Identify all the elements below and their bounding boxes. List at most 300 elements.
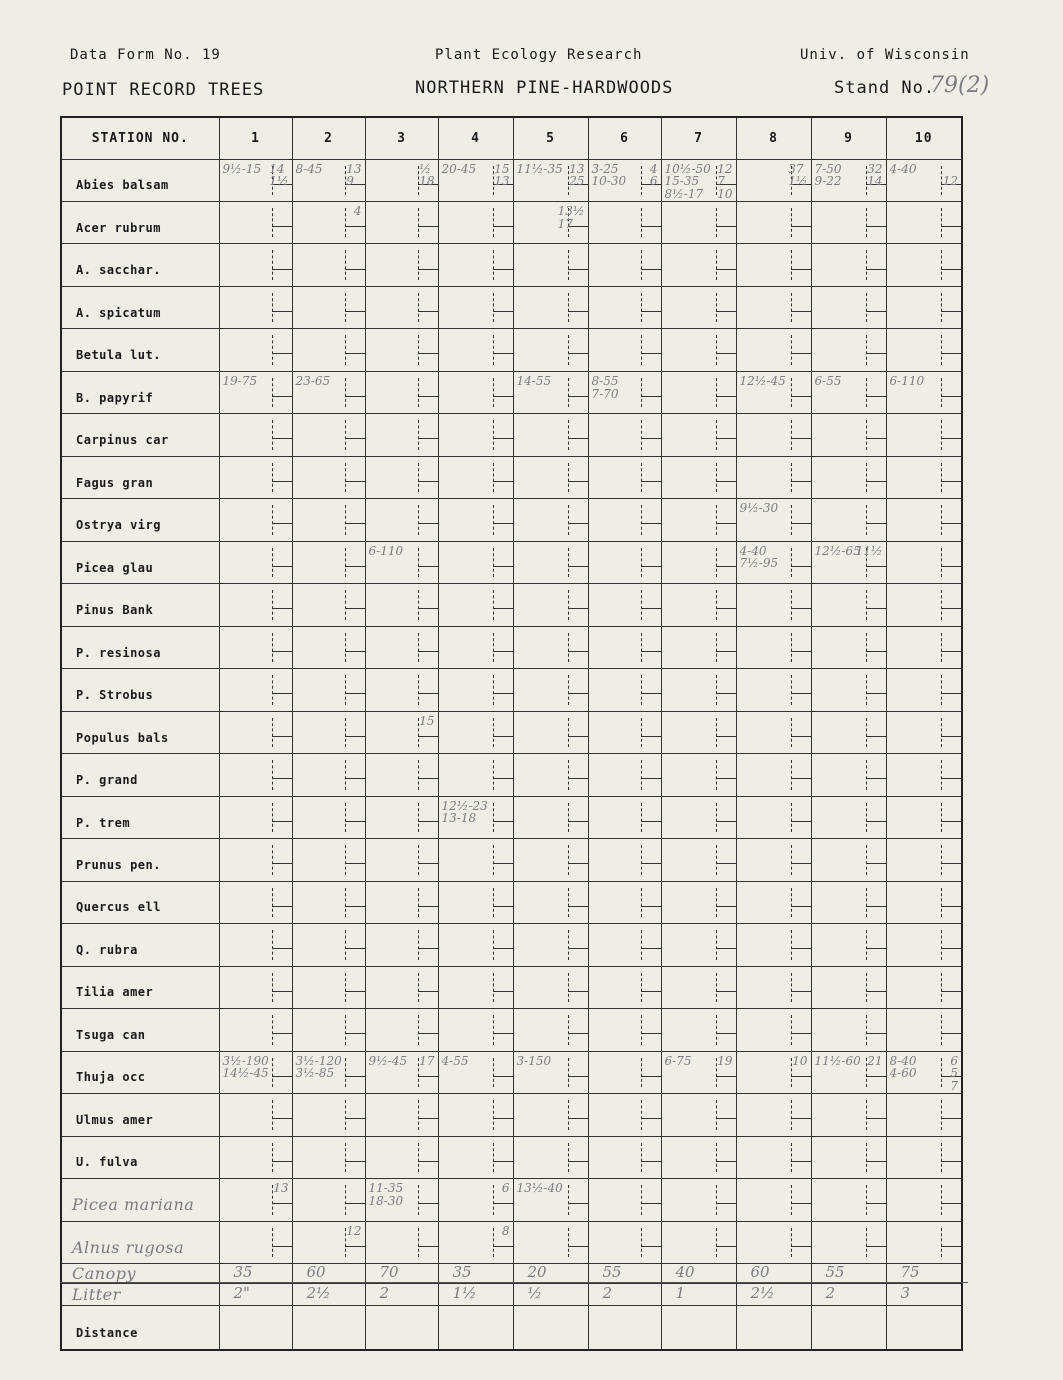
station-cell[interactable] — [219, 456, 292, 498]
station-cell[interactable] — [661, 329, 736, 371]
station-cell[interactable] — [588, 541, 661, 583]
station-cell[interactable] — [219, 1136, 292, 1178]
station-cell[interactable] — [513, 924, 588, 966]
station-cell[interactable] — [886, 881, 962, 923]
station-cell[interactable] — [811, 1179, 886, 1221]
station-cell[interactable] — [219, 839, 292, 881]
station-cell[interactable] — [588, 1264, 661, 1284]
station-cell[interactable] — [365, 1264, 438, 1284]
station-cell[interactable] — [588, 754, 661, 796]
station-cell[interactable] — [661, 1264, 736, 1284]
station-cell[interactable] — [736, 1179, 811, 1221]
station-cell[interactable] — [513, 499, 588, 541]
station-cell[interactable] — [811, 541, 886, 583]
station-cell[interactable] — [811, 159, 886, 201]
station-cell[interactable] — [661, 1284, 736, 1306]
station-cell[interactable] — [513, 669, 588, 711]
station-cell[interactable] — [736, 1264, 811, 1284]
station-cell[interactable] — [736, 1306, 811, 1350]
station-cell[interactable] — [661, 1094, 736, 1136]
station-cell[interactable] — [365, 286, 438, 328]
station-cell[interactable] — [811, 1221, 886, 1263]
station-cell[interactable] — [886, 414, 962, 456]
station-cell[interactable] — [661, 711, 736, 753]
station-cell[interactable] — [661, 1009, 736, 1051]
station-cell[interactable] — [438, 669, 513, 711]
station-cell[interactable] — [588, 244, 661, 286]
station-cell[interactable] — [811, 881, 886, 923]
station-cell[interactable] — [365, 1221, 438, 1263]
station-cell[interactable] — [292, 1264, 365, 1284]
station-cell[interactable] — [438, 1264, 513, 1284]
station-cell[interactable] — [513, 839, 588, 881]
station-cell[interactable] — [811, 626, 886, 668]
station-cell[interactable] — [365, 1179, 438, 1221]
station-cell[interactable] — [513, 456, 588, 498]
station-cell[interactable] — [292, 924, 365, 966]
station-cell[interactable] — [438, 414, 513, 456]
station-cell[interactable] — [292, 329, 365, 371]
station-cell[interactable] — [661, 1179, 736, 1221]
station-cell[interactable] — [513, 286, 588, 328]
station-cell[interactable] — [219, 286, 292, 328]
station-cell[interactable] — [886, 1179, 962, 1221]
station-cell[interactable] — [365, 329, 438, 371]
station-cell[interactable] — [886, 1306, 962, 1350]
station-cell[interactable] — [292, 754, 365, 796]
station-cell[interactable] — [513, 1009, 588, 1051]
station-cell[interactable] — [292, 541, 365, 583]
station-cell[interactable] — [365, 924, 438, 966]
tick-mark — [345, 863, 365, 864]
station-cell[interactable] — [292, 881, 365, 923]
station-cell[interactable] — [661, 966, 736, 1008]
station-cell[interactable] — [219, 414, 292, 456]
station-cell[interactable] — [588, 329, 661, 371]
station-cell[interactable] — [292, 456, 365, 498]
station-cell[interactable] — [811, 499, 886, 541]
station-cell[interactable] — [513, 584, 588, 626]
station-cell[interactable] — [736, 1094, 811, 1136]
station-cell[interactable] — [513, 1094, 588, 1136]
station-cell[interactable] — [292, 1306, 365, 1350]
station-cell[interactable] — [811, 456, 886, 498]
station-cell[interactable] — [661, 796, 736, 838]
station-cell[interactable] — [736, 626, 811, 668]
station-cell[interactable] — [365, 414, 438, 456]
station-cell[interactable] — [219, 499, 292, 541]
station-cell[interactable] — [811, 796, 886, 838]
station-cell[interactable] — [438, 244, 513, 286]
station-cell[interactable] — [292, 201, 365, 243]
station-cell[interactable] — [811, 1306, 886, 1350]
station-cell[interactable] — [438, 541, 513, 583]
station-cell[interactable] — [588, 1094, 661, 1136]
station-cell[interactable] — [661, 371, 736, 413]
station-cell[interactable] — [736, 711, 811, 753]
species-label: B. papyrif — [61, 371, 219, 413]
station-cell[interactable] — [365, 881, 438, 923]
station-cell[interactable] — [736, 499, 811, 541]
station-cell[interactable] — [588, 456, 661, 498]
station-cell[interactable] — [438, 499, 513, 541]
station-cell[interactable] — [513, 881, 588, 923]
station-cell[interactable] — [736, 456, 811, 498]
station-cell[interactable] — [292, 669, 365, 711]
station-cell[interactable] — [365, 159, 438, 201]
station-cell[interactable] — [365, 201, 438, 243]
station-cell[interactable] — [365, 796, 438, 838]
station-cell[interactable] — [513, 796, 588, 838]
station-cell[interactable] — [438, 754, 513, 796]
station-cell[interactable] — [886, 796, 962, 838]
station-cell[interactable] — [886, 329, 962, 371]
station-cell[interactable] — [438, 1221, 513, 1263]
station-cell[interactable] — [438, 286, 513, 328]
station-cell[interactable] — [219, 329, 292, 371]
station-cell[interactable] — [438, 201, 513, 243]
station-cell[interactable] — [661, 159, 736, 201]
station-cell[interactable] — [365, 584, 438, 626]
station-cell[interactable] — [219, 626, 292, 668]
station-cell[interactable] — [811, 244, 886, 286]
tick-mark — [418, 566, 438, 567]
station-cell[interactable] — [661, 201, 736, 243]
station-cell[interactable] — [736, 881, 811, 923]
station-cell[interactable] — [736, 796, 811, 838]
station-cell[interactable] — [736, 159, 811, 201]
station-cell[interactable] — [438, 329, 513, 371]
station-cell[interactable] — [219, 159, 292, 201]
station-cell[interactable] — [292, 286, 365, 328]
station-cell[interactable] — [886, 584, 962, 626]
station-cell[interactable] — [513, 414, 588, 456]
station-cell[interactable] — [365, 839, 438, 881]
station-cell[interactable] — [219, 966, 292, 1008]
station-cell[interactable] — [588, 1306, 661, 1350]
station-cell[interactable] — [219, 541, 292, 583]
station-cell[interactable] — [292, 1284, 365, 1306]
station-cell[interactable] — [588, 966, 661, 1008]
station-cell[interactable] — [292, 499, 365, 541]
station-cell[interactable] — [886, 1094, 962, 1136]
station-cell[interactable] — [811, 669, 886, 711]
station-cell[interactable] — [736, 329, 811, 371]
station-cell[interactable] — [292, 414, 365, 456]
station-cell[interactable] — [219, 881, 292, 923]
dashed-divider — [345, 633, 346, 662]
station-cell[interactable] — [513, 1051, 588, 1093]
station-cell[interactable] — [588, 286, 661, 328]
station-cell[interactable] — [811, 1009, 886, 1051]
station-cell[interactable] — [365, 541, 438, 583]
station-cell[interactable] — [661, 1221, 736, 1263]
station-cell[interactable] — [661, 881, 736, 923]
station-cell[interactable] — [661, 1306, 736, 1350]
station-cell[interactable] — [365, 1009, 438, 1051]
station-cell[interactable] — [736, 754, 811, 796]
station-cell[interactable] — [219, 201, 292, 243]
station-cell[interactable] — [811, 1264, 886, 1284]
station-cell[interactable] — [661, 541, 736, 583]
station-cell[interactable] — [736, 1284, 811, 1306]
station-cell[interactable] — [219, 1284, 292, 1306]
station-cell[interactable] — [292, 159, 365, 201]
station-cell[interactable] — [292, 1136, 365, 1178]
station-cell[interactable] — [588, 1051, 661, 1093]
tick-mark — [568, 736, 588, 737]
station-cell[interactable] — [292, 584, 365, 626]
station-cell[interactable] — [811, 371, 886, 413]
station-cell[interactable] — [513, 1136, 588, 1178]
station-cell[interactable] — [886, 244, 962, 286]
station-cell[interactable] — [438, 1284, 513, 1306]
station-cell[interactable] — [292, 244, 365, 286]
station-cell[interactable] — [661, 1136, 736, 1178]
station-cell[interactable] — [886, 456, 962, 498]
station-cell[interactable] — [438, 1094, 513, 1136]
station-cell[interactable] — [438, 1009, 513, 1051]
station-cell[interactable] — [219, 371, 292, 413]
station-cell[interactable] — [886, 541, 962, 583]
station-cell[interactable] — [438, 839, 513, 881]
station-cell[interactable] — [219, 1094, 292, 1136]
station-cell[interactable] — [736, 584, 811, 626]
station-cell[interactable] — [588, 1179, 661, 1221]
station-cell[interactable] — [736, 1051, 811, 1093]
station-cell[interactable] — [811, 329, 886, 371]
station-cell[interactable] — [588, 1221, 661, 1263]
station-cell[interactable] — [513, 626, 588, 668]
station-cell[interactable] — [513, 244, 588, 286]
station-cell[interactable] — [736, 201, 811, 243]
station-cell[interactable] — [365, 244, 438, 286]
station-cell[interactable] — [365, 499, 438, 541]
station-cell[interactable] — [661, 584, 736, 626]
station-cell[interactable] — [219, 1179, 292, 1221]
station-cell[interactable] — [588, 499, 661, 541]
station-cell[interactable] — [438, 1179, 513, 1221]
station-cell[interactable] — [886, 1136, 962, 1178]
station-cell[interactable] — [365, 1284, 438, 1306]
station-cell[interactable] — [513, 1179, 588, 1221]
station-cell[interactable] — [886, 159, 962, 201]
station-cell[interactable] — [513, 1221, 588, 1263]
station-cell[interactable] — [588, 626, 661, 668]
station-cell[interactable] — [513, 1306, 588, 1350]
station-cell[interactable] — [736, 244, 811, 286]
station-cell[interactable] — [438, 796, 513, 838]
station-cell[interactable] — [588, 201, 661, 243]
station-cell[interactable] — [811, 711, 886, 753]
station-cell[interactable] — [588, 1009, 661, 1051]
station-cell[interactable] — [886, 499, 962, 541]
station-cell[interactable] — [886, 371, 962, 413]
station-cell[interactable] — [736, 669, 811, 711]
station-cell[interactable] — [811, 1284, 886, 1306]
station-cell[interactable] — [886, 201, 962, 243]
station-cell[interactable] — [365, 1051, 438, 1093]
station-cell[interactable] — [736, 286, 811, 328]
station-cell[interactable] — [811, 1094, 886, 1136]
station-cell[interactable] — [811, 754, 886, 796]
station-cell[interactable] — [886, 1264, 962, 1284]
station-cell[interactable] — [219, 1051, 292, 1093]
station-cell[interactable] — [736, 541, 811, 583]
station-cell[interactable] — [292, 839, 365, 881]
station-cell[interactable] — [513, 966, 588, 1008]
station-cell[interactable] — [365, 371, 438, 413]
dashed-divider — [418, 1015, 419, 1044]
station-cell[interactable] — [513, 159, 588, 201]
station-cell[interactable] — [438, 456, 513, 498]
station-cell[interactable] — [438, 966, 513, 1008]
station-cell[interactable] — [438, 1051, 513, 1093]
station-cell[interactable] — [292, 1221, 365, 1263]
station-cell[interactable] — [219, 1009, 292, 1051]
station-cell[interactable] — [811, 924, 886, 966]
station-cell[interactable] — [736, 1136, 811, 1178]
station-cell[interactable] — [736, 839, 811, 881]
station-cell[interactable] — [438, 711, 513, 753]
station-cell[interactable] — [811, 414, 886, 456]
dashed-divider — [345, 1143, 346, 1172]
station-cell[interactable] — [219, 669, 292, 711]
station-cell[interactable] — [886, 626, 962, 668]
station-cell[interactable] — [588, 839, 661, 881]
station-cell[interactable] — [661, 499, 736, 541]
station-cell[interactable] — [513, 1264, 588, 1284]
station-cell[interactable] — [438, 881, 513, 923]
station-cell[interactable] — [292, 1094, 365, 1136]
station-cell[interactable] — [886, 286, 962, 328]
station-cell[interactable] — [219, 1264, 292, 1284]
station-cell[interactable] — [438, 1136, 513, 1178]
station-cell[interactable] — [886, 966, 962, 1008]
station-cell[interactable] — [365, 456, 438, 498]
station-cell[interactable] — [811, 1051, 886, 1093]
station-cell[interactable] — [811, 286, 886, 328]
station-cell[interactable] — [292, 1009, 365, 1051]
station-cell[interactable] — [588, 371, 661, 413]
station-cell[interactable] — [886, 839, 962, 881]
station-cell[interactable] — [736, 371, 811, 413]
station-cell[interactable] — [219, 584, 292, 626]
station-cell[interactable] — [219, 1306, 292, 1350]
station-cell[interactable] — [661, 414, 736, 456]
station-cell[interactable] — [365, 626, 438, 668]
station-cell[interactable] — [588, 159, 661, 201]
station-cell[interactable] — [292, 1179, 365, 1221]
station-cell[interactable] — [588, 1284, 661, 1306]
station-cell[interactable] — [661, 626, 736, 668]
station-cell[interactable] — [886, 1009, 962, 1051]
station-cell[interactable] — [886, 924, 962, 966]
station-cell[interactable] — [736, 414, 811, 456]
tick-mark — [641, 438, 661, 439]
station-cell[interactable] — [219, 754, 292, 796]
station-cell[interactable] — [513, 329, 588, 371]
station-cell[interactable] — [292, 966, 365, 1008]
station-cell[interactable] — [661, 839, 736, 881]
station-cell[interactable] — [588, 711, 661, 753]
station-cell[interactable] — [588, 669, 661, 711]
station-cell[interactable] — [219, 924, 292, 966]
station-cell[interactable] — [365, 1094, 438, 1136]
station-cell[interactable] — [219, 796, 292, 838]
station-cell[interactable] — [513, 201, 588, 243]
station-cell[interactable] — [811, 966, 886, 1008]
station-cell[interactable] — [513, 754, 588, 796]
station-cell[interactable] — [365, 669, 438, 711]
station-cell[interactable] — [438, 159, 513, 201]
station-cell[interactable] — [588, 796, 661, 838]
station-cell[interactable] — [219, 1221, 292, 1263]
station-cell[interactable] — [811, 201, 886, 243]
station-cell[interactable] — [292, 626, 365, 668]
station-cell[interactable] — [365, 966, 438, 1008]
station-cell[interactable] — [438, 1306, 513, 1350]
station-cell[interactable] — [661, 456, 736, 498]
station-cell[interactable] — [661, 286, 736, 328]
station-cell[interactable] — [365, 1306, 438, 1350]
station-cell[interactable] — [588, 414, 661, 456]
station-cell[interactable] — [886, 1221, 962, 1263]
station-cell[interactable] — [588, 1136, 661, 1178]
station-cell[interactable] — [886, 754, 962, 796]
station-cell[interactable] — [513, 371, 588, 413]
station-cell[interactable] — [661, 669, 736, 711]
station-cell[interactable] — [438, 626, 513, 668]
station-cell[interactable] — [886, 669, 962, 711]
station-cell[interactable] — [886, 711, 962, 753]
station-cell[interactable] — [661, 754, 736, 796]
station-cell[interactable] — [588, 881, 661, 923]
station-cell[interactable] — [365, 1136, 438, 1178]
station-cell[interactable] — [292, 711, 365, 753]
station-cell[interactable] — [365, 754, 438, 796]
station-cell[interactable] — [661, 1051, 736, 1093]
station-cell[interactable] — [886, 1284, 962, 1306]
station-cell[interactable] — [438, 584, 513, 626]
station-cell[interactable] — [292, 796, 365, 838]
station-cell[interactable] — [661, 244, 736, 286]
dashed-divider — [641, 1015, 642, 1044]
station-cell[interactable] — [588, 924, 661, 966]
station-cell[interactable] — [736, 1221, 811, 1263]
station-cell[interactable] — [811, 1136, 886, 1178]
tick-mark — [941, 1246, 961, 1247]
station-cell[interactable] — [438, 924, 513, 966]
station-cell[interactable] — [292, 371, 365, 413]
station-cell[interactable] — [219, 711, 292, 753]
station-cell[interactable] — [513, 541, 588, 583]
station-cell[interactable] — [588, 584, 661, 626]
station-cell[interactable] — [513, 1284, 588, 1306]
station-cell[interactable] — [811, 584, 886, 626]
station-cell[interactable] — [736, 966, 811, 1008]
station-cell[interactable] — [736, 924, 811, 966]
station-cell[interactable] — [292, 1051, 365, 1093]
station-cell[interactable] — [736, 1009, 811, 1051]
station-cell[interactable] — [513, 711, 588, 753]
station-cell[interactable] — [811, 839, 886, 881]
station-cell[interactable] — [886, 1051, 962, 1093]
station-cell[interactable] — [365, 711, 438, 753]
station-cell[interactable] — [661, 924, 736, 966]
station-cell[interactable] — [438, 371, 513, 413]
station-cell[interactable] — [219, 244, 292, 286]
